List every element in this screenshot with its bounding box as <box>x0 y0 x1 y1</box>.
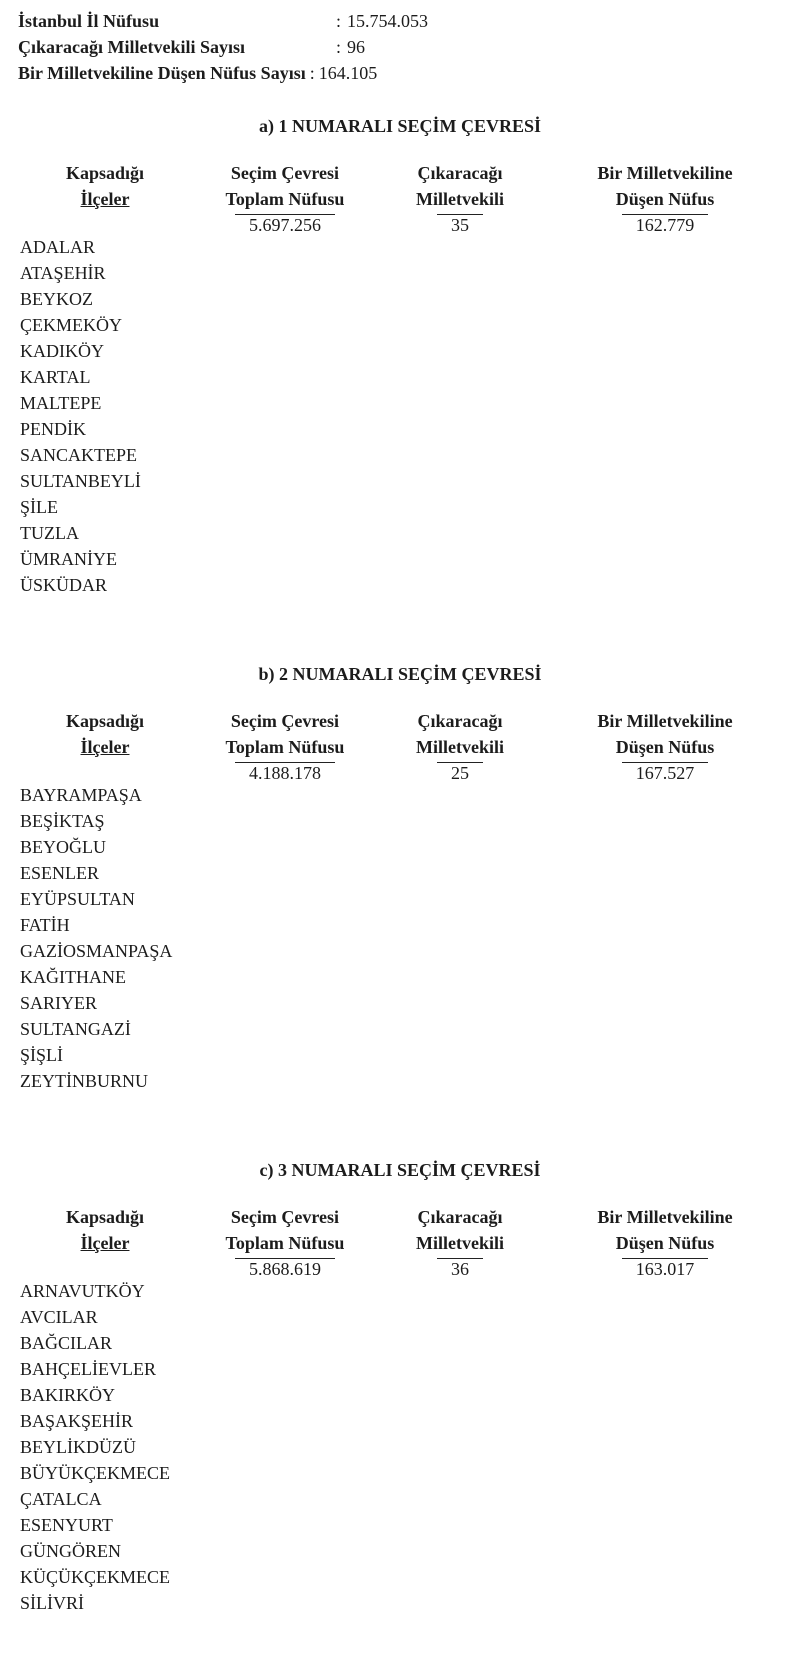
population-header-line1: Seçim Çevresi <box>230 163 340 183</box>
list-item: BAĞCILAR <box>20 1333 113 1353</box>
population-header <box>200 708 370 786</box>
per-deputy-header <box>555 708 775 786</box>
list-item: BAHÇELİEVLER <box>20 1359 156 1379</box>
list-item: ADALAR <box>20 237 95 257</box>
deputies-label: Çıkaracağı Milletvekili Sayısı <box>18 37 245 57</box>
list-item: MALTEPE <box>20 393 102 413</box>
population-header <box>200 1204 370 1282</box>
districts-header-line1: Kapsadığı <box>65 711 145 731</box>
deputies-header-line1: Çıkaracağı <box>417 711 503 731</box>
district-list <box>20 782 172 1094</box>
districts-header <box>40 1204 170 1256</box>
separator: : <box>336 11 342 31</box>
list-item: PENDİK <box>20 419 86 439</box>
section-title: b) 2 NUMARALI SEÇİM ÇEVRESİ <box>258 664 542 684</box>
list-item: SANCAKTEPE <box>20 445 138 465</box>
list-item: SİLİVRİ <box>20 1593 84 1613</box>
list-item: BAŞAKŞEHİR <box>20 1411 134 1431</box>
list-item: BEYOĞLU <box>20 837 106 857</box>
deputies-value: 36 <box>437 1258 483 1279</box>
section-title: a) 1 NUMARALI SEÇİM ÇEVRESİ <box>258 116 542 136</box>
list-item: KADIKÖY <box>20 341 104 361</box>
population-header-line1: Seçim Çevresi <box>230 1207 340 1227</box>
list-item: ŞİŞLİ <box>20 1045 64 1065</box>
list-item: KÜÇÜKÇEKMECE <box>20 1567 171 1587</box>
districts-header-line2: İlçeler <box>80 189 130 209</box>
per-deputy-value: 164.105 <box>318 63 378 83</box>
list-item: ESENYURT <box>20 1515 113 1535</box>
deputies-value: 96 <box>347 37 366 57</box>
list-item: KAĞITHANE <box>20 967 126 987</box>
districts-header <box>40 708 170 760</box>
list-item: SULTANGAZİ <box>20 1019 131 1039</box>
per-deputy-header <box>555 160 775 238</box>
population-header-line2: Toplam Nüfusu <box>225 737 345 757</box>
per-deputy-header <box>555 1204 775 1282</box>
list-item: SULTANBEYLİ <box>20 471 141 491</box>
list-item: ARNAVUTKÖY <box>20 1281 145 1301</box>
per-deputy-value: 162.779 <box>622 214 709 235</box>
deputies-row <box>18 34 428 60</box>
districts-header-line1: Kapsadığı <box>65 1207 145 1227</box>
separator: : <box>309 63 315 83</box>
list-item: BAYRAMPAŞA <box>20 785 142 805</box>
district-list <box>20 1278 170 1616</box>
deputies-header-line1: Çıkaracağı <box>417 163 503 183</box>
list-item: BEYKOZ <box>20 289 93 309</box>
list-item: ESENLER <box>20 863 99 883</box>
per-deputy-header-line1: Bir Milletvekiline <box>597 1207 733 1227</box>
per-deputy-header-line1: Bir Milletvekiline <box>597 163 733 183</box>
deputies-header <box>385 160 535 238</box>
list-item: BAKIRKÖY <box>20 1385 116 1405</box>
per-deputy-header-line2: Düşen Nüfus <box>615 737 715 757</box>
list-item: ZEYTİNBURNU <box>20 1071 148 1091</box>
districts-header-line1: Kapsadığı <box>65 163 145 183</box>
population-header-line2: Toplam Nüfusu <box>225 1233 345 1253</box>
list-item: GAZİOSMANPAŞA <box>20 941 173 961</box>
district-list <box>20 234 141 598</box>
population-row <box>18 8 428 34</box>
list-item: ÇATALCA <box>20 1489 102 1509</box>
summary-block <box>18 8 428 86</box>
per-deputy-value: 163.017 <box>622 1258 709 1279</box>
list-item: ATAŞEHİR <box>20 263 106 283</box>
population-value: 4.188.178 <box>235 762 335 783</box>
districts-header <box>40 160 170 212</box>
list-item: BEŞİKTAŞ <box>20 811 105 831</box>
list-item: KARTAL <box>20 367 91 387</box>
deputies-header <box>385 708 535 786</box>
section-title: c) 3 NUMARALI SEÇİM ÇEVRESİ <box>259 1160 541 1180</box>
population-value: 5.697.256 <box>235 214 335 235</box>
list-item: BÜYÜKÇEKMECE <box>20 1463 171 1483</box>
list-item: FATİH <box>20 915 70 935</box>
deputies-header-line2: Milletvekili <box>416 737 504 757</box>
per-deputy-value: 167.527 <box>622 762 709 783</box>
separator: : <box>336 37 342 57</box>
list-item: EYÜPSULTAN <box>20 889 135 909</box>
list-item: SARIYER <box>20 993 98 1013</box>
list-item: ŞİLE <box>20 497 58 517</box>
list-item: ÜMRANİYE <box>20 549 117 569</box>
list-item: ÜSKÜDAR <box>20 575 108 595</box>
list-item: ÇEKMEKÖY <box>20 315 122 335</box>
population-header <box>200 160 370 238</box>
population-value: 5.868.619 <box>235 1258 335 1279</box>
per-deputy-header-line2: Düşen Nüfus <box>615 1233 715 1253</box>
per-deputy-label: Bir Milletvekiline Düşen Nüfus Sayısı <box>18 63 306 83</box>
population-label: İstanbul İl Nüfusu <box>18 11 160 31</box>
population-header-line2: Toplam Nüfusu <box>225 189 345 209</box>
deputies-header-line2: Milletvekili <box>416 1233 504 1253</box>
districts-header-line2: İlçeler <box>80 737 130 757</box>
list-item: AVCILAR <box>20 1307 98 1327</box>
deputies-header <box>385 1204 535 1282</box>
deputies-header-line1: Çıkaracağı <box>417 1207 503 1227</box>
deputies-header-line2: Milletvekili <box>416 189 504 209</box>
list-item: GÜNGÖREN <box>20 1541 121 1561</box>
population-header-line1: Seçim Çevresi <box>230 711 340 731</box>
per-deputy-header-line2: Düşen Nüfus <box>615 189 715 209</box>
per-deputy-header-line1: Bir Milletvekiline <box>597 711 733 731</box>
list-item: TUZLA <box>20 523 79 543</box>
per-deputy-row <box>18 60 428 86</box>
list-item: BEYLİKDÜZÜ <box>20 1437 136 1457</box>
deputies-value: 25 <box>437 762 483 783</box>
population-value: 15.754.053 <box>347 11 429 31</box>
deputies-value: 35 <box>437 214 483 235</box>
districts-header-line2: İlçeler <box>80 1233 130 1253</box>
